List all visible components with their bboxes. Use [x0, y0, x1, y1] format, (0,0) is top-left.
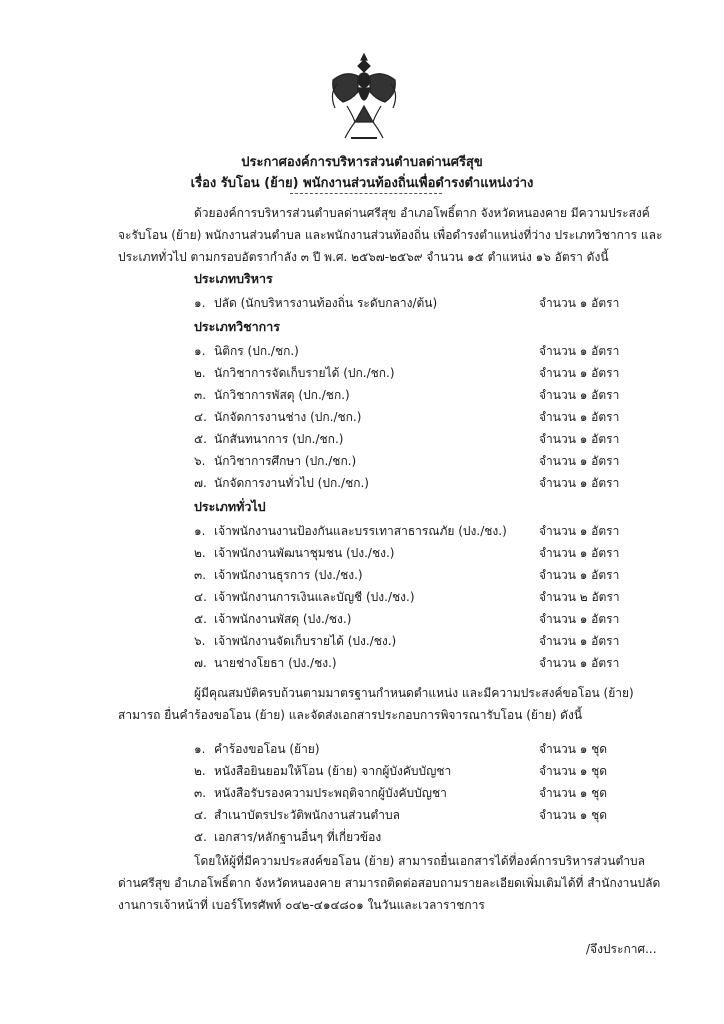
group-heading: ประเภทวิชาการ	[194, 319, 280, 334]
list-item	[0, 364, 724, 382]
item-position: นักวิชาการศึกษา (ปก./ชก.)	[214, 454, 357, 468]
list-item	[0, 294, 724, 312]
item-number: ๓.	[194, 388, 207, 402]
item-number: ๑.	[194, 524, 206, 538]
item-document: สำเนาบัตรประวัติพนักงานส่วนตำบล	[214, 808, 400, 822]
item-amount: จำนวน ๑ อัตรา	[539, 366, 620, 380]
item-number: ๔.	[194, 410, 207, 424]
item-number: ๑.	[194, 742, 206, 756]
item-position: นักสันทนาการ (ปก./ชก.)	[214, 432, 344, 446]
item-position: นักวิชาการพัสดุ (ปก./ชก.)	[214, 388, 350, 402]
item-number: ๔.	[194, 808, 207, 822]
document-item	[0, 784, 724, 802]
item-amount: จำนวน ๑ อัตรา	[539, 296, 620, 310]
qualification-line: สามารถ ยื่นคำร้องขอโอน (ย้าย) และจัดส่งเอกสารประกอบการพิจารณารับโอน (ย้าย) ดังนี้	[118, 708, 583, 722]
item-amount: จำนวน ๑ อัตรา	[539, 612, 620, 626]
list-item	[0, 386, 724, 404]
qualification-line: ผู้มีคุณสมบัติครบถ้วนตามมาตรฐานกำหนดตำแหน่ง และมีความประสงค์ขอโอน (ย้าย)	[194, 686, 634, 700]
item-position: เจ้าพนักงานการเงินและบัญชี (ปง./ชง.)	[214, 590, 415, 604]
item-number: ๑.	[194, 296, 206, 310]
item-number: ๑.	[194, 344, 206, 358]
item-amount: จำนวน ๑ อัตรา	[539, 568, 620, 582]
closing-line: โดยให้ผู้ที่มีความประสงค์ขอโอน (ย้าย) สามารถยื่นเอกสารได้ที่องค์การบริหารส่วนตำบล	[194, 854, 646, 868]
item-position: นักวิชาการจัดเก็บรายได้ (ปก./ชก.)	[214, 366, 395, 380]
list-item	[0, 632, 724, 650]
item-document: หนังสือยินยอมให้โอน (ย้าย) จากผู้บังคับบัญชา	[214, 764, 452, 778]
item-position: เจ้าพนักงานพัสดุ (ปง./ชง.)	[214, 612, 352, 626]
list-item	[0, 452, 724, 470]
list-item	[0, 654, 724, 672]
item-number: ๗.	[194, 656, 207, 670]
item-amount: จำนวน ๑ อัตรา	[539, 410, 620, 424]
intro-line: ด้วยองค์การบริหารส่วนตำบลด่านศรีสุข อำเภอโพธิ์ตาก จังหวัดหนองคาย มีความประสงค์	[194, 206, 650, 220]
intro-line: ประเภททั่วไป ตามกรอบอัตรากำลัง ๓ ปี พ.ศ. ๒๕๖๗-๒๕๖๙ จำนวน ๑๕ ตำแหน่ง ๑๖ อัตรา ดังนี้	[118, 250, 609, 264]
garuda-emblem-icon	[325, 50, 403, 142]
document-item	[0, 740, 724, 758]
item-number: ๗.	[194, 476, 207, 490]
list-item	[0, 544, 724, 562]
item-position: เจ้าพนักงานธุรการ (ปง./ชง.)	[214, 568, 363, 582]
intro-line: จะรับโอน (ย้าย) พนักงานส่วนตำบล และพนักงานส่วนท้องถิ่น เพื่อดำรงตำแหน่งที่ว่าง ประเภทวิชาการ และ	[118, 228, 663, 242]
list-item	[0, 566, 724, 584]
item-amount: จำนวน ๑ อัตรา	[539, 454, 620, 468]
item-amount: จำนวน ๑ ชุด	[539, 808, 608, 822]
item-number: ๖.	[194, 634, 206, 648]
announcement-subject: เรื่อง รับโอน (ย้าย) พนักงานส่วนท้องถิ่นเพื่อดำรงตำแหน่งว่าง	[190, 176, 534, 191]
item-number: ๖.	[194, 454, 206, 468]
item-amount: จำนวน ๒ อัตรา	[539, 590, 620, 604]
list-item	[0, 588, 724, 606]
item-number: ๒.	[194, 764, 206, 778]
item-amount: จำนวน ๑ อัตรา	[539, 546, 620, 560]
item-position: นักจัดการงานช่าง (ปก./ชก.)	[214, 410, 362, 424]
item-document: เอกสาร/หลักฐานอื่นๆ ที่เกี่ยวข้อง	[214, 830, 382, 844]
item-amount: จำนวน ๑ อัตรา	[539, 388, 620, 402]
document-item	[0, 806, 724, 824]
item-position: เจ้าพนักงานจัดเก็บรายได้ (ปง./ชง.)	[214, 634, 397, 648]
closing-line: ด่านศรีสุข อำเภอโพธิ์ตาก จังหวัดหนองคาย สามารถติดต่อสอบถามรายละเอียดเพิ่มเติมได้ที่ สำนักงานปลัด	[118, 876, 661, 890]
closing-line: งานการเจ้าหน้าที่ เบอร์โทรศัพท์ ๐๔๒-๔๑๔๘๐๑ ในวันและเวลาราชการ	[118, 898, 485, 912]
item-document: คำร้องขอโอน (ย้าย)	[214, 742, 320, 756]
item-number: ๓.	[194, 786, 207, 800]
item-number: ๓.	[194, 568, 207, 582]
item-number: ๒.	[194, 366, 206, 380]
continuation-note: /จึงประกาศ...	[586, 942, 657, 956]
document-item	[0, 762, 724, 780]
list-item	[0, 522, 724, 540]
item-position: นักจัดการงานทั่วไป (ปก./ชก.)	[214, 476, 369, 490]
item-amount: จำนวน ๑ ชุด	[539, 742, 608, 756]
item-amount: จำนวน ๑ อัตรา	[539, 344, 620, 358]
list-item	[0, 474, 724, 492]
group-heading: ประเภทบริหาร	[194, 271, 273, 286]
item-amount: จำนวน ๑ ชุด	[539, 764, 608, 778]
item-amount: จำนวน ๑ อัตรา	[539, 524, 620, 538]
item-amount: จำนวน ๑ อัตรา	[539, 656, 620, 670]
list-item	[0, 430, 724, 448]
group-heading: ประเภททั่วไป	[194, 499, 266, 514]
item-amount: จำนวน ๑ อัตรา	[539, 634, 620, 648]
item-position: นายช่างโยธา (ปง./ชง.)	[214, 656, 337, 670]
document-item	[0, 828, 724, 846]
item-number: ๔.	[194, 590, 207, 604]
item-position: เจ้าพนักงานงานป้องกันและบรรเทาสาธารณภัย (ปง./ชง.)	[214, 524, 507, 538]
item-number: ๒.	[194, 546, 206, 560]
item-amount: จำนวน ๑ ชุด	[539, 786, 608, 800]
item-position: เจ้าพนักงานพัฒนาชุมชน (ปง./ชง.)	[214, 546, 395, 560]
list-item	[0, 342, 724, 360]
announcement-title: ประกาศองค์การบริหารส่วนตำบลด่านศรีสุข	[241, 155, 483, 170]
item-amount: จำนวน ๑ อัตรา	[539, 476, 620, 490]
item-number: ๕.	[194, 830, 207, 844]
item-number: ๕.	[194, 612, 207, 626]
item-position: นิติกร (ปก./ชก.)	[214, 344, 299, 358]
list-item	[0, 408, 724, 426]
item-number: ๕.	[194, 432, 207, 446]
item-position: ปลัด (นักบริหารงานท้องถิ่น ระดับกลาง/ต้น)	[214, 296, 438, 310]
list-item	[0, 610, 724, 628]
item-amount: จำนวน ๑ อัตรา	[539, 432, 620, 446]
item-document: หนังสือรับรองความประพฤติจากผู้บังคับบัญชา	[214, 786, 447, 800]
title-divider	[290, 193, 442, 194]
